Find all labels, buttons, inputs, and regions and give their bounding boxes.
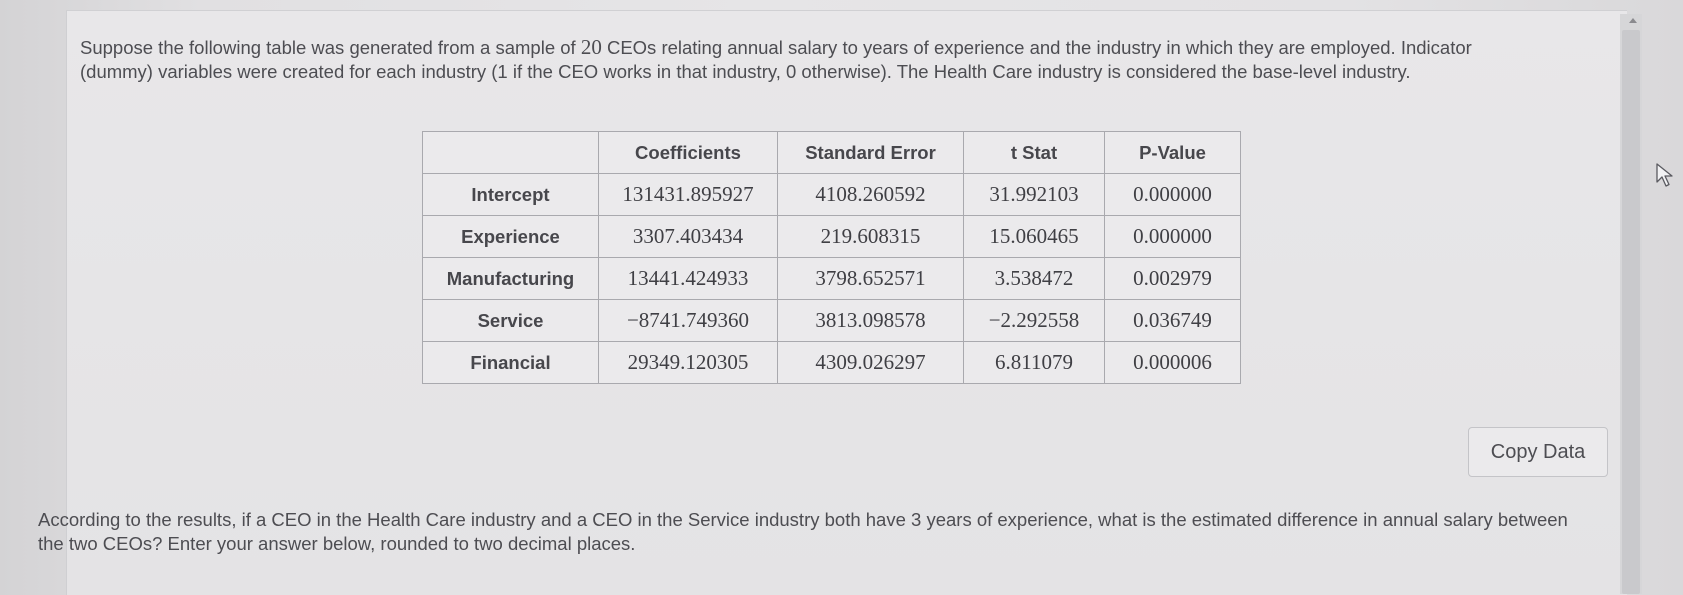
table-cell: 219.608315 xyxy=(778,216,964,258)
table-row xyxy=(423,258,1241,300)
table-cell: 3307.403434 xyxy=(599,216,778,258)
table-cell: 131431.895927 xyxy=(599,174,778,216)
table-row xyxy=(423,174,1241,216)
sample-size: 20 xyxy=(580,35,602,59)
intro-text xyxy=(80,36,1540,83)
row-label: Experience xyxy=(423,216,599,258)
table-cell: 3798.652571 xyxy=(778,258,964,300)
table-row xyxy=(423,342,1241,384)
table-header-corner xyxy=(423,132,599,174)
table-cell: 4309.026297 xyxy=(778,342,964,384)
row-label: Manufacturing xyxy=(423,258,599,300)
regression-table xyxy=(422,131,1241,384)
table-header-row xyxy=(423,132,1241,174)
table-cell: 31.992103 xyxy=(964,174,1105,216)
table-cell: 0.036749 xyxy=(1105,300,1241,342)
table-header-p-value: P-Value xyxy=(1105,132,1241,174)
table-cell: 3.538472 xyxy=(964,258,1105,300)
table-header-standard-error: Standard Error xyxy=(778,132,964,174)
table-cell: −8741.749360 xyxy=(599,300,778,342)
table-header-coefficients: Coefficients xyxy=(599,132,778,174)
table-cell: 0.002979 xyxy=(1105,258,1241,300)
intro-text-part1: Suppose the following table was generated from a sample of xyxy=(80,37,581,58)
table-row xyxy=(423,300,1241,342)
row-label: Service xyxy=(423,300,599,342)
table-row xyxy=(423,216,1241,258)
table-cell: −2.292558 xyxy=(964,300,1105,342)
table-cell: 15.060465 xyxy=(964,216,1105,258)
table-cell: 6.811079 xyxy=(964,342,1105,384)
caret-up-icon[interactable] xyxy=(1629,18,1637,23)
table-cell: 0.000000 xyxy=(1105,174,1241,216)
question-text: According to the results, if a CEO in the Health Care industry and a CEO in the Service industry both have 3 years of experience, what is the estimated difference in annual salary between the two CEOs? Enter your answer below, rounded to two decimal places. xyxy=(38,509,1568,554)
table-cell: 3813.098578 xyxy=(778,300,964,342)
intro-text-part2: CEOs relating annual salary to years of experience and the industry in which they are employed. Indicator (dummy) variables were created for each industry (1 if the CEO works in that industry, 0 otherwise). The Health Care industry is considered the base-level industry. xyxy=(80,37,1472,82)
table-cell: 29349.120305 xyxy=(599,342,778,384)
mouse-pointer-icon xyxy=(1655,162,1677,188)
table-cell: 13441.424933 xyxy=(599,258,778,300)
table-cell: 0.000006 xyxy=(1105,342,1241,384)
table-cell: 4108.260592 xyxy=(778,174,964,216)
row-label: Financial xyxy=(423,342,599,384)
table-cell: 0.000000 xyxy=(1105,216,1241,258)
row-label: Intercept xyxy=(423,174,599,216)
table-header-t-stat: t Stat xyxy=(964,132,1105,174)
copy-data-button[interactable]: Copy Data xyxy=(1468,427,1608,477)
scrollbar-thumb[interactable] xyxy=(1622,30,1640,594)
